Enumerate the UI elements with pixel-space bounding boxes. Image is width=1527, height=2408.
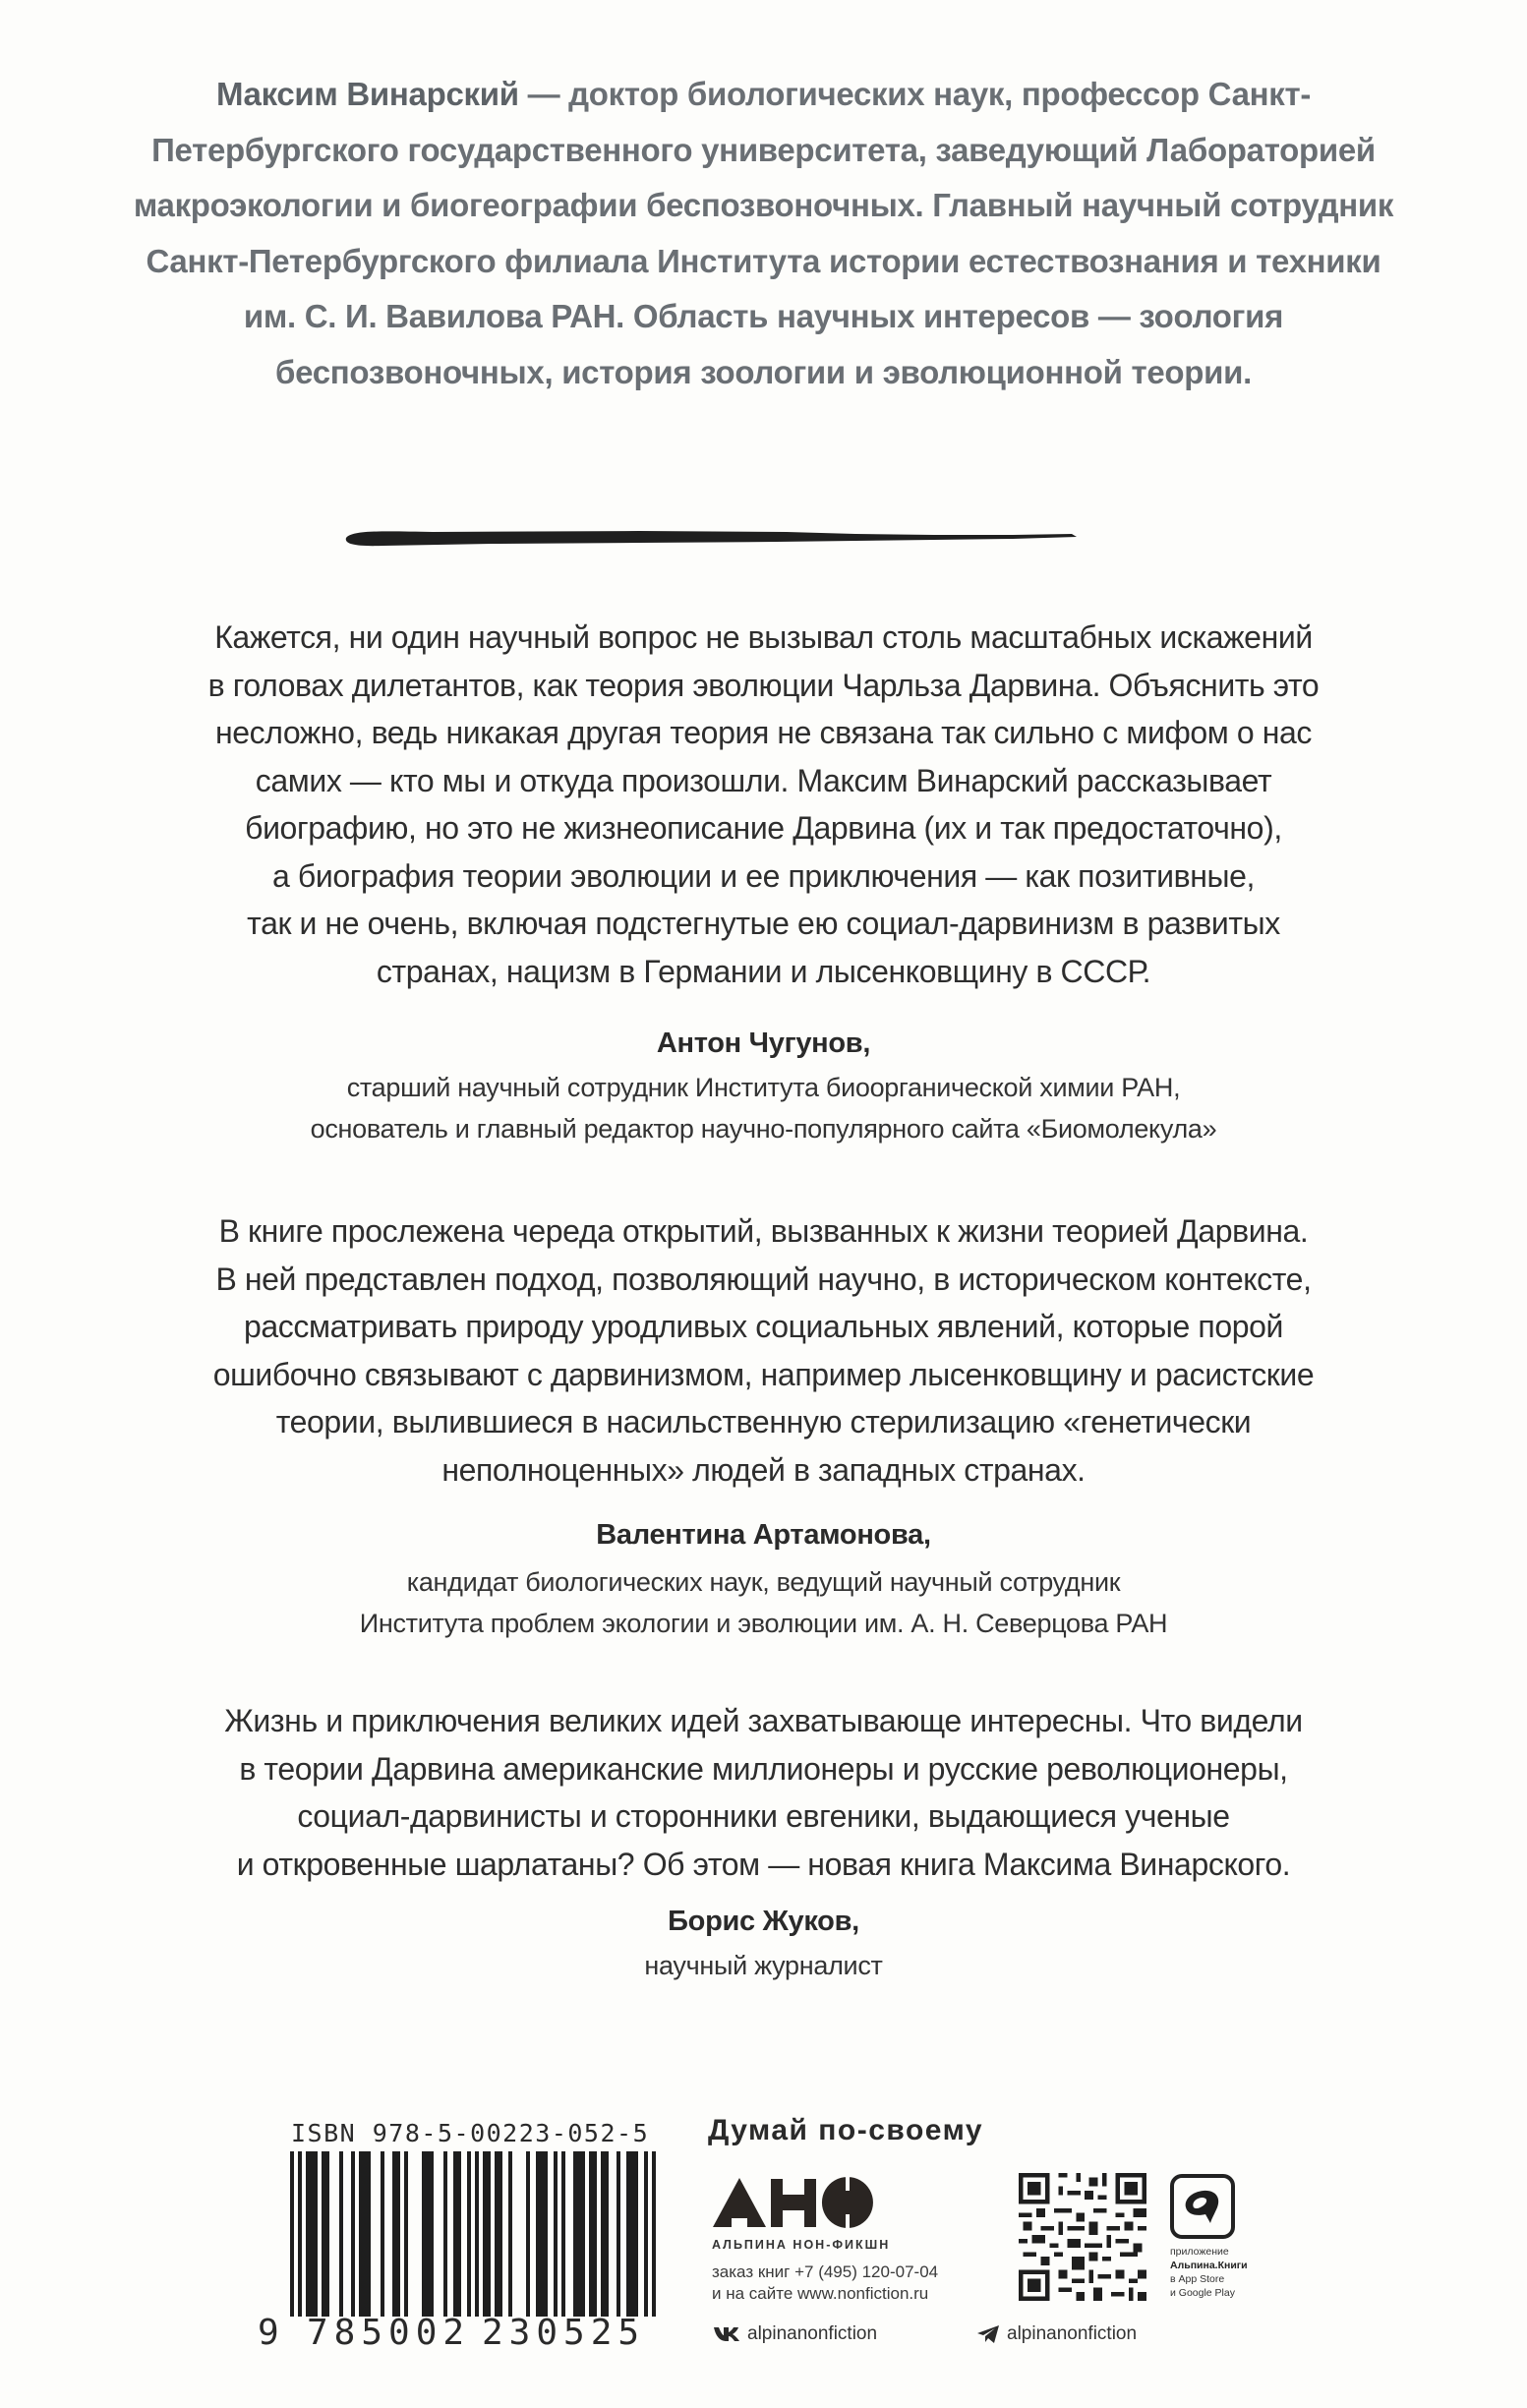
review-line: так и не очень, включая подстегнутые ею социал-дарвинизм в развитых [247, 906, 1280, 941]
review-line: социал-дарвинисты и сторонники евгеники, выдающиеся ученые [297, 1798, 1230, 1834]
ean-right-group: 230525 [482, 2313, 646, 2353]
review-1-text [98, 614, 1429, 995]
vk-handle: alpinanonfiction [747, 2323, 878, 2344]
order-info [712, 2261, 938, 2305]
ean-first-digit: 9 [258, 2313, 279, 2353]
review-line: биографию, но это не жизнеописание Дарвина (их и так предостаточно), [245, 810, 1282, 846]
vk-icon [714, 2326, 739, 2342]
author-bio [118, 67, 1409, 400]
review-line: в головах дилетантов, как теория эволюции Чарльза Дарвина. Объяснить это [207, 667, 1320, 703]
review-line: теории, вылившиеся в насильственную стерилизацию «генетически [275, 1404, 1252, 1439]
alpina-books-app-icon[interactable] [1170, 2174, 1235, 2239]
author-name: Максим Винарский [215, 76, 519, 112]
qr-code-icon[interactable] [1019, 2173, 1146, 2301]
review-line: неполноценных» людей в западных странах. [441, 1451, 1086, 1488]
anf-logo-icon [710, 2175, 882, 2229]
review-line: и откровенные шарлатаны? Об этом — новая книга Максима Винарского. [236, 1846, 1291, 1882]
barcode-icon [290, 2151, 664, 2317]
telegram-handle: alpinanonfiction [1007, 2323, 1138, 2344]
review-line: В книге прослежена череда открытий, вызванных к жизни теорией Дарвина. [218, 1213, 1309, 1249]
role-line: кандидат биологических наук, ведущий научный сотрудник [406, 1567, 1121, 1597]
publisher-name: АЛЬПИНА НОН-ФИКШН [712, 2238, 891, 2252]
app-line: и Google Play [1170, 2287, 1235, 2299]
vk-link[interactable] [714, 2323, 877, 2345]
alpina-a-icon [1182, 2188, 1223, 2225]
review-2-text [98, 1207, 1429, 1494]
review-1-author: Антон Чугунов, [656, 1028, 871, 1059]
role-line: старший научный сотрудник Института биоорганической химии РАН, [346, 1073, 1181, 1102]
review-line: ошибочно связывают с дарвинизмом, например лысенковщину и расистские [212, 1356, 1315, 1392]
role-line: основатель и главный редактор научно-популярного сайта «Биомолекула» [310, 1114, 1217, 1144]
review-line: а биография теории эволюции и ее приключения — как позитивные, [272, 857, 1255, 894]
author-bio-text: — доктор биологических наук, профессор Санкт-Петербургского государственного университета, заведующий Лабораторией макроэкологии и биогеографии беспозвоночных. Главный научный сотрудник Санкт-Петербургского филиала Института истории естествознания и техники им. С. И. Вавилова РАН. Область научных интересов — зоология беспозвоночных, история зоологии и эволюционной теории. [133, 76, 1394, 390]
brush-divider [344, 526, 1091, 548]
review-2-author: Валентина Артамонова, [596, 1519, 931, 1551]
review-line: Жизнь и приключения великих идей захватывающе интересны. Что видели [224, 1703, 1303, 1738]
review-3-text [98, 1697, 1429, 1888]
review-line: самих — кто мы и откуда произошли. Максим Винарский рассказывает [255, 762, 1272, 798]
review-line: рассматривать природу уродливых социальных явлений, которые порой [243, 1309, 1284, 1344]
telegram-link[interactable] [977, 2323, 1137, 2345]
ean-left-group: 785002 [307, 2313, 471, 2353]
review-line: В ней представлен подход, позволяющий научно, в историческом контексте, [215, 1261, 1312, 1297]
app-promo-text [1170, 2245, 1248, 2300]
order-phone: заказ книг +7 (495) 120-07-04 [712, 2262, 939, 2281]
review-2-role [98, 1561, 1429, 1644]
app-line: приложение [1170, 2246, 1229, 2258]
order-site-link[interactable]: и на сайте www.nonfiction.ru [712, 2284, 929, 2303]
isbn-label: ISBN 978-5-00223-052-5 [291, 2119, 650, 2147]
review-line: в теории Дарвина американские миллионеры и русские революционеры, [239, 1750, 1288, 1787]
review-line: странах, нацизм в Германии и лысенковщину в СССР. [376, 953, 1151, 989]
publisher-slogan: Думай по-своему [708, 2114, 984, 2146]
role-line: научный журналист [644, 1951, 883, 1980]
app-name: Альпина.Книги [1170, 2260, 1248, 2271]
app-line: в App Store [1170, 2273, 1225, 2285]
review-3-author: Борис Жуков, [668, 1906, 859, 1937]
review-line: Кажется, ни один научный вопрос не вызывал столь масштабных искажений [214, 619, 1313, 655]
telegram-icon [977, 2325, 999, 2343]
review-line: несложно, ведь никакая другая теория не связана так сильно с мифом о нас [214, 715, 1313, 750]
role-line: Института проблем экологии и эволюции им. А. Н. Северцова РАН [359, 1609, 1168, 1638]
review-3-role [98, 1945, 1429, 1986]
review-1-role [98, 1067, 1429, 1149]
